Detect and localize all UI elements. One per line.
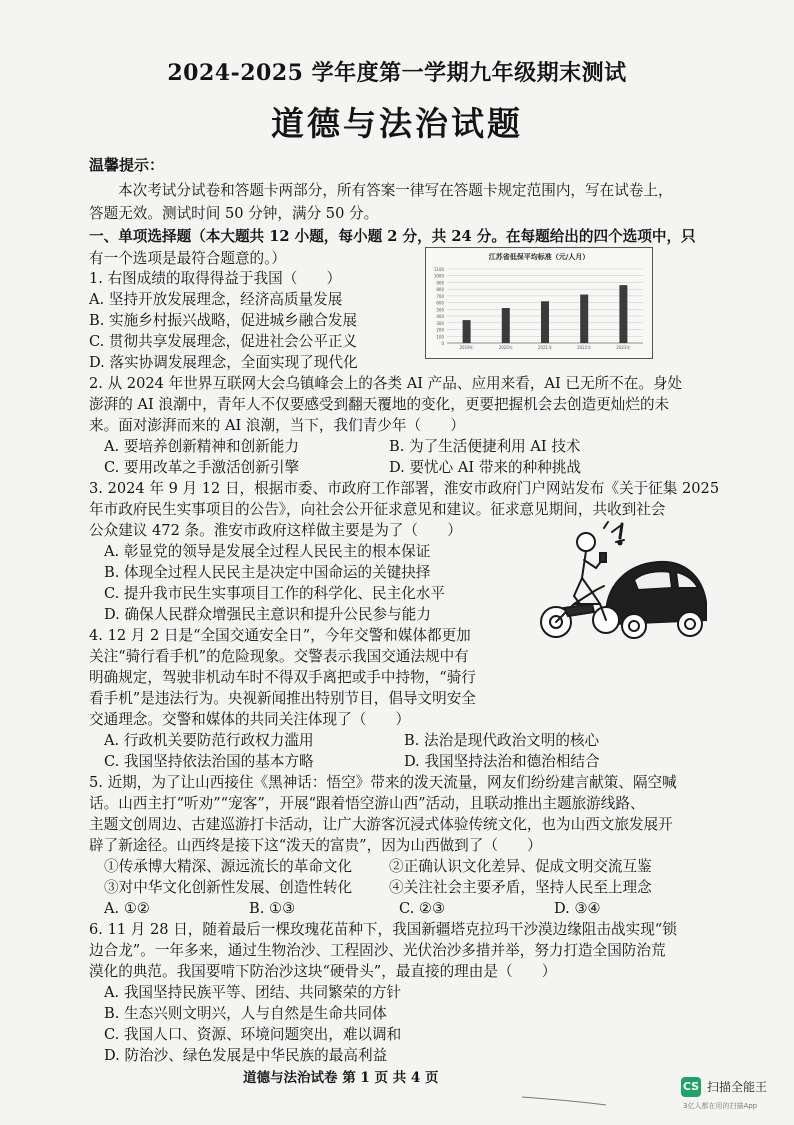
chart-y-tick-label: 900 <box>436 280 444 286</box>
exam-title: 2024-2025 学年度第一学期九年级期末测试 <box>167 60 627 86</box>
q5-option-b: B. ①③ <box>249 900 296 917</box>
scanner-watermark <box>681 1075 791 1119</box>
chart-x-tick-label: 2023年 <box>616 345 631 350</box>
q1-option-b: B. 实施乡村振兴战略，促进城乡融合发展 <box>89 312 358 329</box>
q2-option-b: B. 为了生活便捷利用 AI 技术 <box>389 438 581 455</box>
q2-stem-line-3: 来。面对澎湃而来的 AI 浪潮，当下，我们青少年（ ） <box>89 417 465 434</box>
chart-x-tick-label: 2020年 <box>498 345 513 350</box>
low-income-bar-chart <box>425 247 653 359</box>
q4-stem-line-4: 看手机”是违法行为。央视新闻推出特别节目，倡导文明安全 <box>89 690 476 707</box>
q2-option-d: D. 要忧心 AI 带来的种种挑战 <box>389 459 581 476</box>
section1-heading-line-2: 有一个选项是最符合题意的。） <box>89 250 287 267</box>
q4-option-a: A. 行政机关要防范行政权力滥用 <box>104 732 314 749</box>
chart-y-tick-label: 1000 <box>433 273 444 279</box>
chart-y-tick-label: 100 <box>436 334 444 340</box>
chart-x-tick-label: 2022年 <box>577 345 592 350</box>
q6-stem-line-1: 6. 11 月 28 日，随着最后一棵玫瑰花苗种下，我国新疆塔克拉玛干沙漠边缘阻击战实现“锁 <box>89 921 677 938</box>
q4-stem-line-3: 明确规定，驾驶非机动车时不得双手离把或手中持物，“骑行 <box>89 669 476 686</box>
q1-option-c: C. 贯彻共享发展理念，促进社会公平正义 <box>89 333 358 350</box>
q6-option-d: D. 防治沙、绿色发展是中华民族的最高利益 <box>104 1047 388 1064</box>
chart-y-tick-label: 0 <box>441 341 444 346</box>
section1-heading: 一、单项选择题（本大题共 12 小题，每小题 2 分，共 24 分。在每题给出的四个选项中，只 <box>89 228 696 245</box>
q2-option-a: A. 要培养创新精神和创新能力 <box>104 438 299 455</box>
chart-title: 江苏省低保平均标准（元/人月） <box>488 253 590 261</box>
chart-y-tick-label: 800 <box>436 287 444 293</box>
chart-y-tick-label: 700 <box>436 293 444 299</box>
notice-line-1: 本次考试分试卷和答题卡两部分，所有答案一律写在答题卡规定范围内，写在试卷上， <box>118 182 673 199</box>
q4-stem-line-2: 关注“骑行看手机”的危险现象。交警表示我国交通法规中有 <box>89 648 469 665</box>
q5-option-c: C. ②③ <box>399 900 446 917</box>
scanner-name: 扫描全能王 <box>707 1080 768 1094</box>
q5-stem-line-1: 5. 近期，为了让山西接住《黑神话：悟空》带来的泼天流量，网友们纷纷建言献策、隔空喊 <box>89 774 677 791</box>
subject-title: 道德与法治试题 <box>271 104 523 143</box>
scan-fold-mark <box>520 1095 610 1107</box>
chart-y-tick-label: 600 <box>436 300 444 306</box>
page-footer: 道德与法治试卷 第 1 页 共 4 页 <box>243 1070 439 1086</box>
chart-y-tick-label: 400 <box>436 314 444 320</box>
q6-option-c: C. 我国人口、资源、环境问题突出，难以调和 <box>104 1026 402 1043</box>
q2-option-c: C. 要用改革之手激活创新引擎 <box>104 459 300 476</box>
chart-x-tick-label: 2021年 <box>537 345 553 350</box>
q5-item-4: ④关注社会主要矛盾，坚持人民至上理念 <box>389 879 652 896</box>
q5-option-d: D. ③④ <box>554 900 601 917</box>
chart-bar <box>541 301 549 343</box>
chart-bar <box>580 295 588 343</box>
q3-option-a: A. 彰显党的领导是发展全过程人民民主的根本保证 <box>104 543 431 560</box>
q2-stem-line-2: 澎湃的 AI 浪潮中，青年人不仅要感受到翻天覆地的变化，更要把握机会去创造更灿烂的未 <box>89 396 670 413</box>
q4-stem-line-1: 4. 12 月 2 日是“全国交通安全日”，今年交警和媒体都更加 <box>89 627 471 644</box>
notice-label: 温馨提示： <box>89 156 165 174</box>
phone-riding-illustration <box>534 520 714 645</box>
q6-option-a: A. 我国坚持民族平等、团结、共同繁荣的方针 <box>104 984 402 1001</box>
q3-stem-line-2: 年市政府民生实事项目的公告》，向社会公开征求意见和建议。征求意见期间，共收到社会 <box>89 501 666 518</box>
chart-bar <box>619 285 627 343</box>
q3-stem-line-1: 3. 2024 年 9 月 12 日，根据市委、市政府工作部署，淮安市政府门户网站发布《关于征集 2025 <box>89 480 720 497</box>
q5-item-1: ①传承博大精深、源远流长的革命文化 <box>104 858 353 875</box>
q4-option-b: B. 法治是现代政治文明的核心 <box>404 732 600 749</box>
chart-y-tick-label: 300 <box>436 320 444 326</box>
q4-option-d: D. 我国坚持法治和德治相结合 <box>404 753 600 770</box>
q5-stem-line-2: 话。山西主打“听劝”“宠客”，开展“跟着悟空游山西”活动，且联动推出主题旅游线路、 <box>89 795 645 812</box>
scanner-logo-icon: CS <box>681 1077 701 1097</box>
q4-option-c: C. 我国坚持依法治国的基本方略 <box>104 753 314 770</box>
q5-item-2: ②正确认识文化差异、促成文明交流互鉴 <box>389 858 652 875</box>
q3-stem-line-3: 公众建议 472 条。淮安市政府这样做主要是为了（ ） <box>89 522 462 539</box>
q3-option-c: C. 提升我市民生实事项目工作的科学化、民主化水平 <box>104 585 445 602</box>
chart-y-tick-label: 1100 <box>433 267 444 272</box>
q5-item-3: ③对中华文化创新性发展、创造性转化 <box>104 879 353 896</box>
scanner-tagline: 3亿人都在用的扫描App <box>683 1102 758 1110</box>
chart-bar <box>502 308 510 343</box>
chart-y-tick-label: 200 <box>436 327 444 333</box>
q1-option-d: D. 落实协调发展理念，全面实现了现代化 <box>89 354 358 371</box>
q2-stem-line-1: 2. 从 2024 年世界互联网大会乌镇峰会上的各类 AI 产品、应用来看，AI 已无所不在。身处 <box>89 375 683 392</box>
q5-stem-line-4: 辟了新途径。山西终是接下这“泼天的富贵”，因为山西做到了（ ） <box>89 837 542 854</box>
q5-stem-line-3: 主题文创周边、古建巡游打卡活动，让广大游客沉浸式体验传统文化，也为山西文旅发展开 <box>89 816 673 833</box>
q1-option-a: A. 坚持开放发展理念，经济高质量发展 <box>89 291 343 308</box>
q5-option-a: A. ①② <box>104 900 150 917</box>
q6-stem-line-2: 边合龙”。一年多来，通过生物治沙、工程固沙、光伏治沙多措并举，努力打造全国防治荒 <box>89 942 666 959</box>
q3-option-d: D. 确保人民群众增强民主意识和提升公民参与能力 <box>104 606 431 623</box>
notice-line-2: 答题无效。测试时间 50 分钟，满分 50 分。 <box>89 205 379 222</box>
chart-y-tick-label: 500 <box>436 307 444 313</box>
q4-stem-line-5: 交通理念。交警和媒体的共同关注体现了（ ） <box>89 711 411 728</box>
q6-option-b: B. 生态兴则文明兴，人与自然是生命共同体 <box>104 1005 387 1022</box>
q6-stem-line-3: 漠化的典范。我国要啃下防治沙这块“硬骨头”，最直接的理由是（ ） <box>89 963 557 980</box>
chart-bar <box>463 320 471 343</box>
chart-x-tick-label: 2019年 <box>459 345 474 350</box>
q1-stem: 1. 右图成绩的取得得益于我国（ ） <box>89 270 342 287</box>
q3-option-b: B. 体现全过程人民民主是决定中国命运的关键抉择 <box>104 564 431 581</box>
